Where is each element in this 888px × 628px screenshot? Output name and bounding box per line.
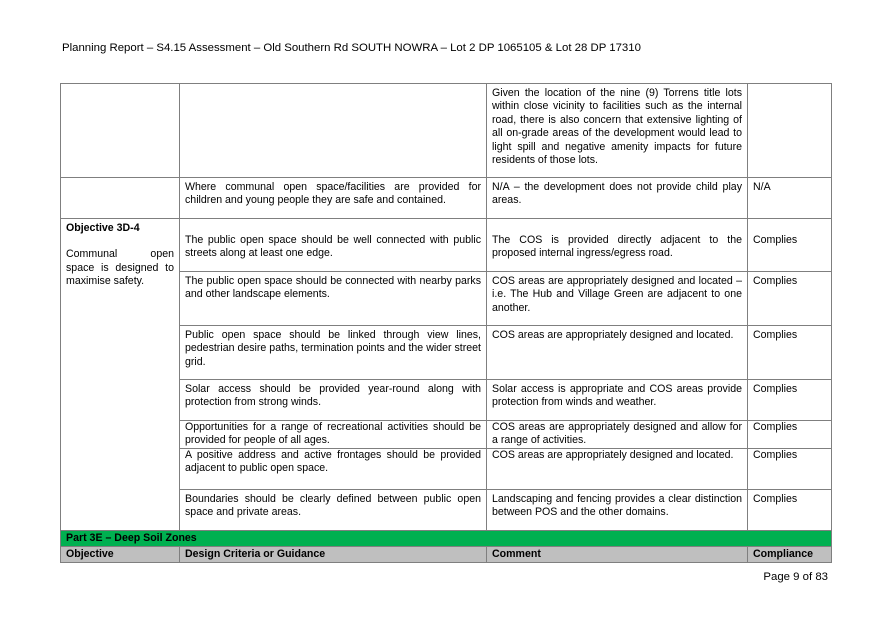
column-header-row xyxy=(61,546,832,562)
comment-cell: COS areas are appropriately designed and located. xyxy=(487,326,748,380)
column-header-objective: Objective xyxy=(61,546,180,562)
column-header-criteria: Design Criteria or Guidance xyxy=(180,546,487,562)
comment-cell: COS areas are appropriately designed and located. xyxy=(487,448,748,489)
compliance-cell xyxy=(748,84,832,178)
criteria-cell: Boundaries should be clearly defined between public open space and private areas. xyxy=(180,489,487,530)
section-row xyxy=(61,530,832,546)
objective-text: Communal open space is designed to maximise safety. xyxy=(66,248,174,288)
objective-title: Objective 3D-4 xyxy=(66,222,140,234)
criteria-cell: Where communal open space/facilities are provided for children and young people they are safe and contained. xyxy=(180,178,487,219)
assessment-table xyxy=(60,83,832,563)
criteria-cell: The public open space should be well connected with public streets along at least one edge. xyxy=(180,219,487,272)
comment-cell: Landscaping and fencing provides a clear distinction between POS and the other domains. xyxy=(487,489,748,530)
table-row xyxy=(61,178,832,219)
compliance-cell: Complies xyxy=(748,421,832,449)
compliance-cell: Complies xyxy=(748,380,832,421)
compliance-cell: Complies xyxy=(748,219,832,272)
objective-cell xyxy=(61,84,180,178)
comment-cell: Given the location of the nine (9) Torrens title lots within close vicinity to facilities such as the internal road, there is also concern that extensive lighting of all on-grade areas of the development would lead to light spill and negative amenity impacts for future residents of those lots. xyxy=(487,84,748,178)
comment-cell: COS areas are appropriately designed and located – i.e. The Hub and Village Green are adjacent to one another. xyxy=(487,272,748,326)
comment-cell: N/A – the development does not provide child play areas. xyxy=(487,178,748,219)
compliance-cell: Complies xyxy=(748,326,832,380)
comment-cell: The COS is provided directly adjacent to the proposed internal ingress/egress road. xyxy=(487,219,748,272)
criteria-cell: Solar access should be provided year-round along with protection from strong winds. xyxy=(180,380,487,421)
column-header-compliance: Compliance xyxy=(748,546,832,562)
comment-cell: COS areas are appropriately designed and allow for a range of activities. xyxy=(487,421,748,449)
table-row xyxy=(61,219,832,272)
page-header: Planning Report – S4.15 Assessment – Old Southern Rd SOUTH NOWRA – Lot 2 DP 1065105 & Lot 28 DP 17310 xyxy=(62,42,641,54)
compliance-cell: Complies xyxy=(748,272,832,326)
objective-cell xyxy=(61,219,180,531)
page-number: Page 9 of 83 xyxy=(763,571,828,583)
criteria-cell: The public open space should be connected with nearby parks and other landscape elements. xyxy=(180,272,487,326)
criteria-cell: Opportunities for a range of recreational activities should be provided for people of all ages. xyxy=(180,421,487,449)
criteria-cell: Public open space should be linked through view lines, pedestrian desire paths, termination points and the wider street grid. xyxy=(180,326,487,380)
table-row xyxy=(61,84,832,178)
criteria-cell xyxy=(180,84,487,178)
compliance-cell: Complies xyxy=(748,489,832,530)
objective-cell xyxy=(61,178,180,219)
section-title: Part 3E – Deep Soil Zones xyxy=(61,530,832,546)
criteria-cell: A positive address and active frontages should be provided adjacent to public open space. xyxy=(180,448,487,489)
column-header-comment: Comment xyxy=(487,546,748,562)
comment-cell: Solar access is appropriate and COS areas provide protection from winds and weather. xyxy=(487,380,748,421)
compliance-cell: N/A xyxy=(748,178,832,219)
compliance-cell: Complies xyxy=(748,448,832,489)
